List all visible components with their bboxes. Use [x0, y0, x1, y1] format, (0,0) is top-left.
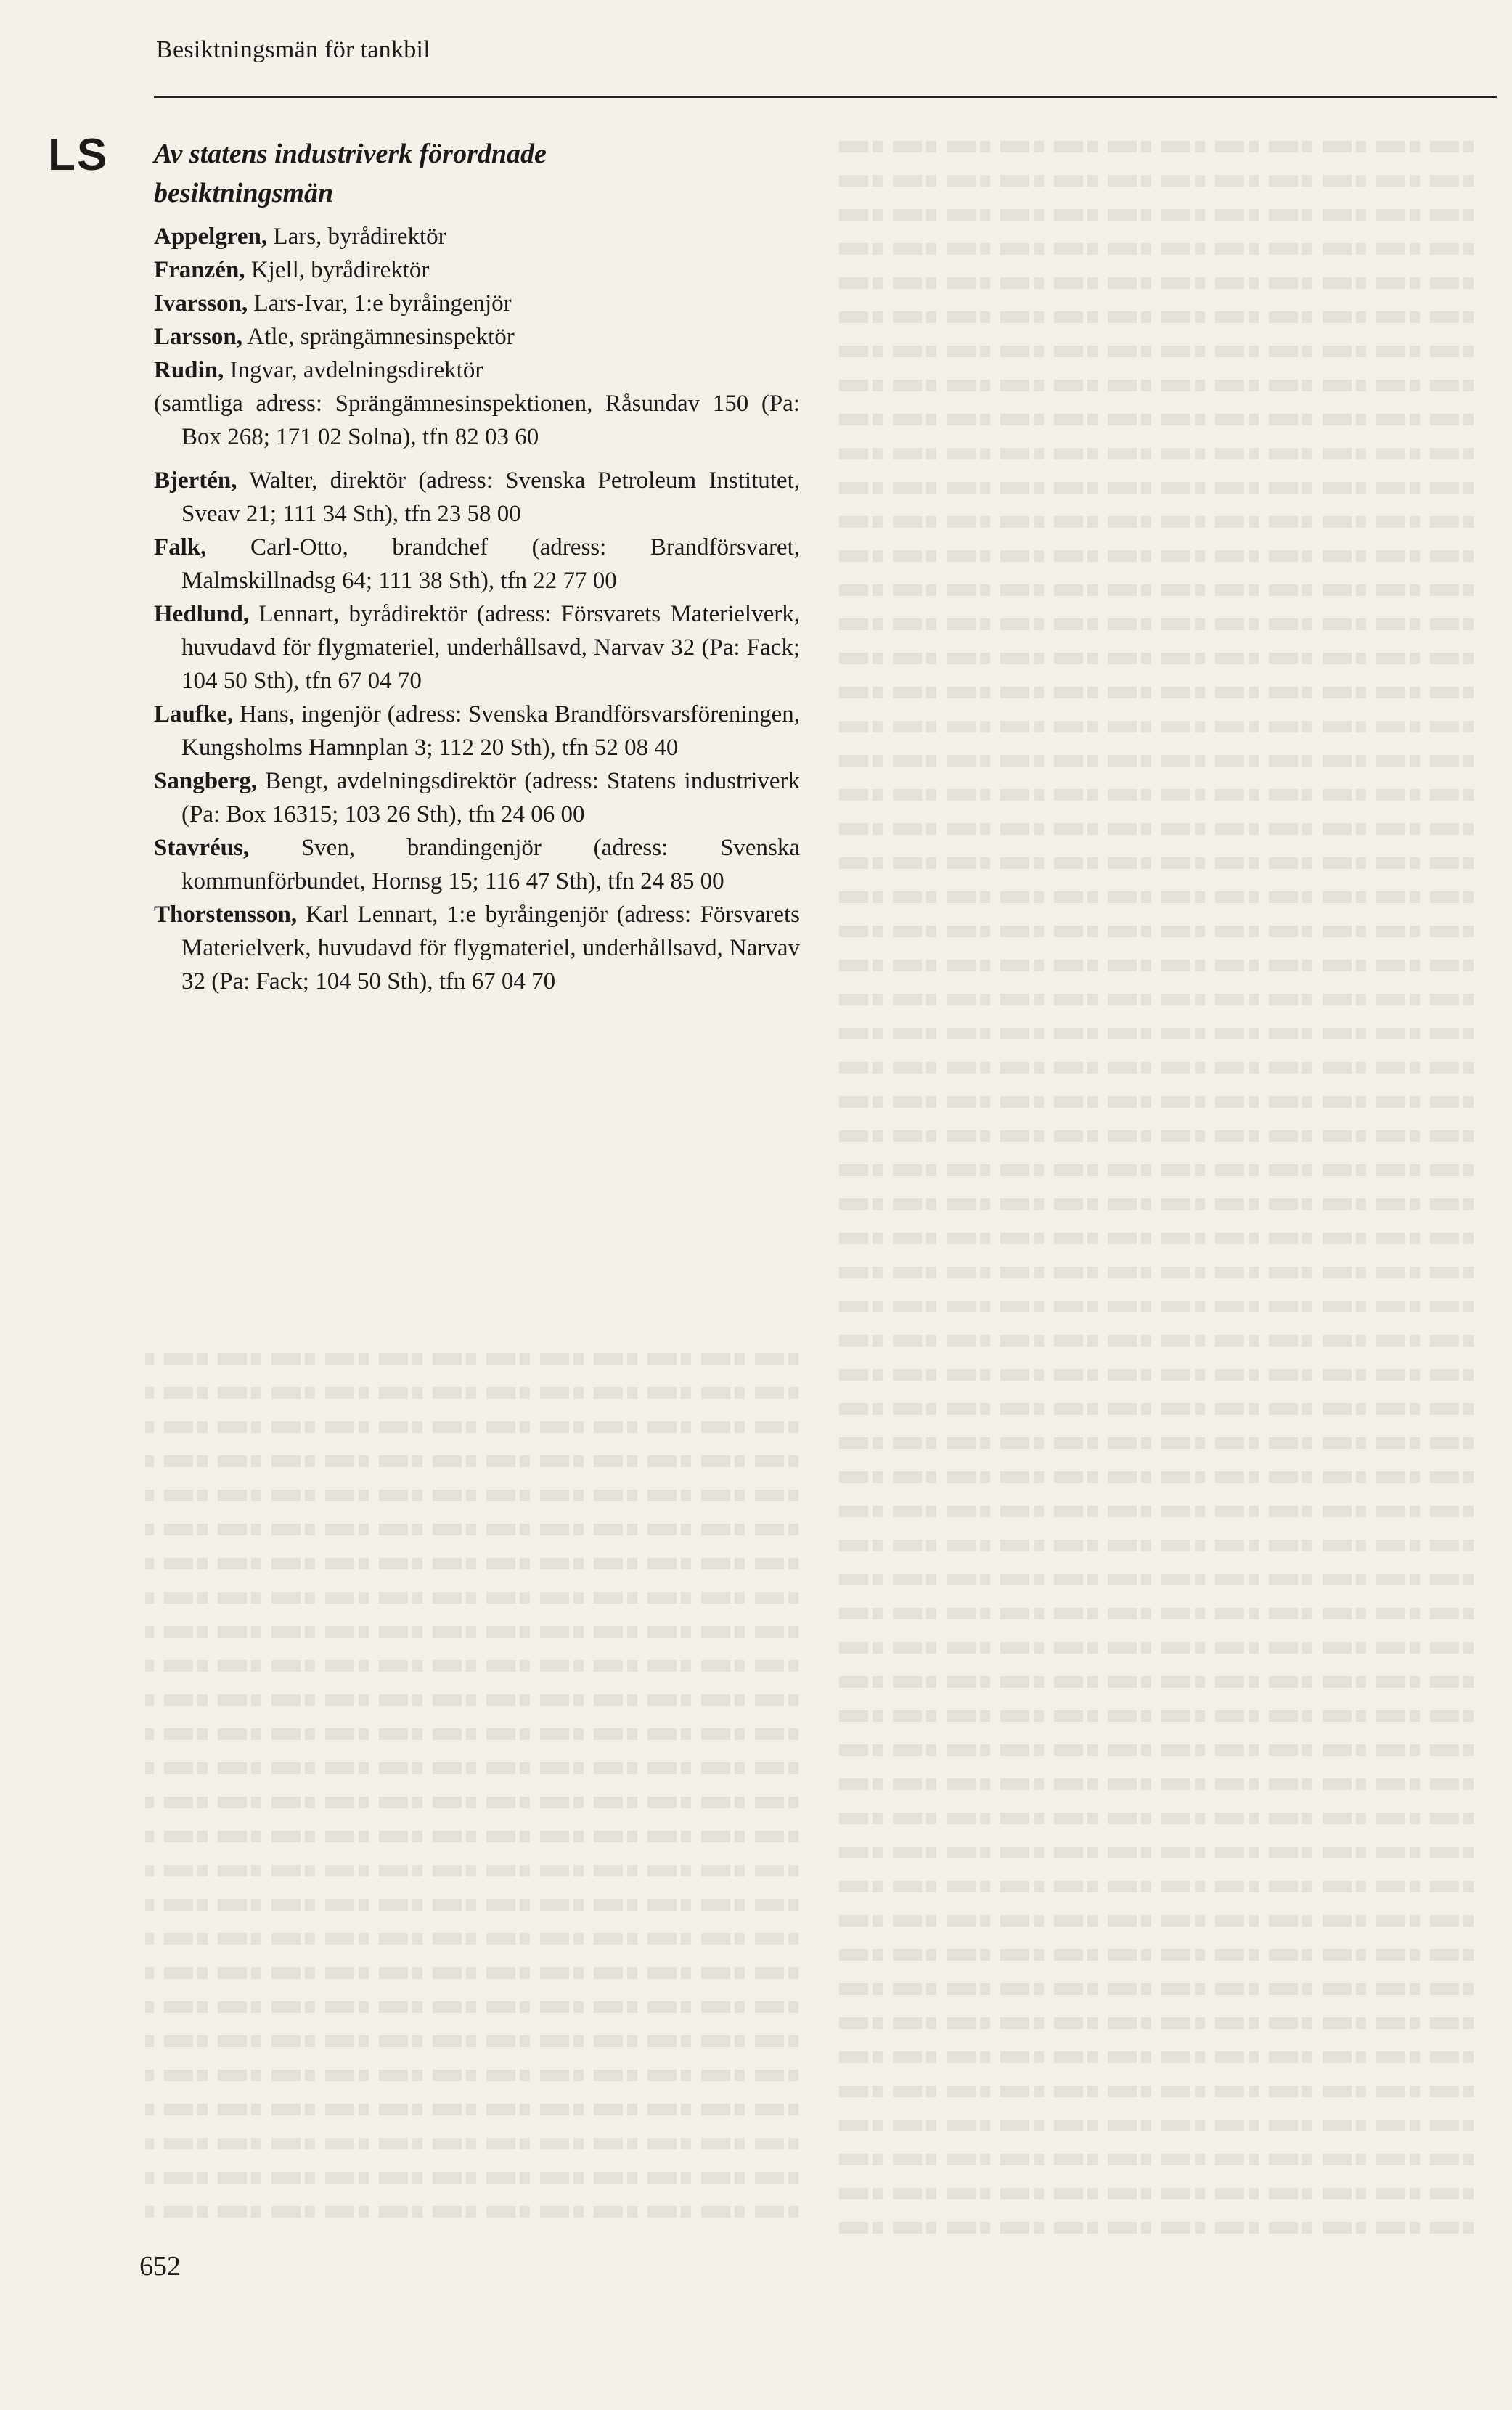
section-heading: [154, 134, 800, 213]
entry-name: Appelgren,: [154, 224, 268, 250]
name-entry: [154, 287, 800, 320]
entry-name: Franzén,: [154, 257, 245, 283]
entry-name: Thorstensson,: [154, 902, 298, 928]
entry-name: Laufke,: [154, 701, 234, 727]
name-entry: [154, 354, 800, 387]
group-address: (samtliga adress: Sprängämnesinspektionen, Råsundav 150 (Pa: Box 268; 171 02 Solna), tfn 82 03 60: [154, 391, 800, 450]
name-entry: [154, 597, 800, 698]
entry-details: Lars-Ivar, 1:e byråingenjör: [248, 290, 512, 316]
show-through-texture: [835, 131, 1474, 2272]
page-number: 652: [139, 2251, 181, 2282]
section-heading-line: besiktningsmän: [154, 178, 334, 208]
name-entry: [154, 898, 800, 998]
entry-details: Atle, sprängämnesinspektör: [242, 324, 515, 350]
entry-name: Rudin,: [154, 357, 224, 383]
name-entry: [154, 531, 800, 597]
entry-name: Hedlund,: [154, 601, 250, 627]
entry-details: Lars, byrådirektör: [267, 224, 446, 250]
entry-name: Stavréus,: [154, 835, 250, 861]
section-heading-line: Av statens industriverk förordnade: [154, 139, 547, 169]
entry-details: Carl-Otto, brandchef (adress: Brandförsvaret, Malmskillnadsg 64; 111 38 Sth), tfn 22 77 00: [181, 534, 800, 594]
entry-details: Lennart, byrådirektör (adress: Försvarets Materielverk, huvudavd för flygmateriel, underhållsavd, Narvav 32 (Pa: Fack; 104 50 Sth), tfn 67 04 70: [181, 601, 800, 694]
name-entry: [154, 320, 800, 354]
entry-details: Sven, brandingenjör (adress: Svenska kommunförbundet, Hornsg 15; 116 47 Sth), tfn 24 85 00: [181, 835, 800, 894]
entry-name: Falk,: [154, 534, 207, 560]
entry-details: Walter, direktör (adress: Svenska Petroleum Institutet, Sveav 21; 111 34 Sth), tfn 23 58 00: [181, 467, 800, 527]
entry-details: Hans, ingenjör (adress: Svenska Brandförsvarsföreningen, Kungsholms Hamnplan 3; 112 20 Sth), tfn 52 08 40: [181, 701, 800, 761]
text-column: [154, 134, 800, 998]
name-entry: [154, 464, 800, 531]
entry-name: Larsson,: [154, 324, 242, 350]
section-tab: LS: [48, 130, 109, 180]
name-entry: [154, 831, 800, 898]
header-rule: [154, 96, 1497, 98]
running-head: Besiktningsmän för tankbil: [156, 36, 430, 63]
entry-name: Ivarsson,: [154, 290, 248, 316]
entry-details: Karl Lennart, 1:e byråingenjör (adress: Försvarets Materielverk, huvudavd för flygmateriel, underhållsavd, Narvav 32 (Pa: Fack; 104 50 Sth), tfn 67 04 70: [181, 902, 800, 994]
entry-name: Sangberg,: [154, 768, 258, 794]
entry-details: Kjell, byrådirektör: [245, 257, 430, 283]
name-entry: [154, 253, 800, 287]
name-entry: [154, 220, 800, 253]
entry-name: Bjertén,: [154, 467, 237, 494]
name-entry: [154, 698, 800, 764]
show-through-texture: [145, 1343, 798, 2287]
entry-details: Ingvar, avdelningsdirektör: [224, 357, 483, 383]
name-entry: [154, 764, 800, 831]
entry-details: Bengt, avdelningsdirektör (adress: Statens industriverk (Pa: Box 16315; 103 26 Sth), tfn 24 06 00: [181, 768, 800, 828]
